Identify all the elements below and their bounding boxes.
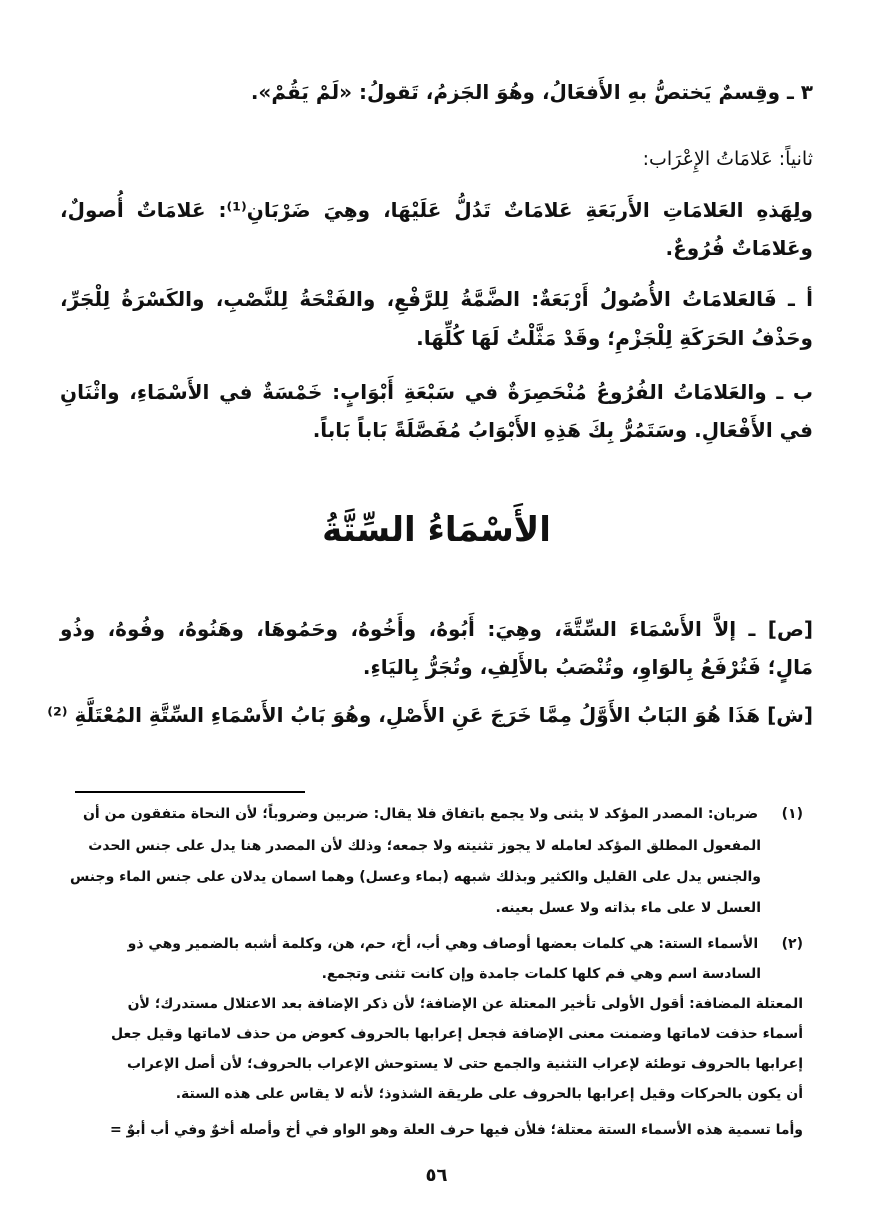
footnote-line: إعرابها بالحروف توطئة لإعراب التثنية والجمع حتى لا يستوحش الإعراب بالحروف؛ لأن أصل الإعراب [126, 1056, 803, 1072]
section-title: الأَسْمَاءُ السِّتَّةُ [322, 510, 551, 550]
footnote-line [60, 936, 803, 952]
footnote-line: وأما تسمية هذه الأسماء الستة معتلة؛ فلأن فيها حرف العلة وهو الواو في أخ وأصله أخوٌ وفي أب أبوٌ = [109, 1122, 803, 1138]
footnote-line: أسماء حذفت لاماتها وضمنت معنى الإضافة فجعل إعرابها بالحروف كعوض من حذف لاماتها وقيل جعل [111, 1026, 803, 1042]
footnote-line: السادسة اسم وهي فم كلها كلمات جامدة وإن كانت تثنى وتجمع. [321, 966, 761, 982]
body-line: ب ـ والعَلامَاتُ الفُرُوعُ مُنْحَصِرَةٌ في سَبْعَةِ أَبْوَابٍ: خَمْسَةٌ في الأَسْمَاءِ، واثْنَانِ [60, 380, 813, 404]
footnote-text: ضربان: المصدر المؤكد لا يثنى ولا يجمع باتفاق فلا يقال: ضربين وضروباً؛ لأن النحاة متفقون من أن [82, 806, 759, 822]
footnote-line: والجنس يدل على القليل والكثير وبذلك شبهه (بماء وعسل) وهما اسمان يدلان على جنس الماء وجنس [69, 869, 761, 885]
footnote-line: المعتلة المضافة: أقول الأولى تأخير المعتلة عن الإضافة؛ لأن ذكر الإضافة بعد الاعتلال مستدرك؛ لأن [127, 996, 803, 1012]
text-line: مَالٍ؛ فَتُرْفَعُ بِالوَاوِ، وتُنْصَبُ بالأَلِفِ، وتُجَرُّ بِاليَاءِ. [362, 655, 813, 679]
footnote-number: (٢) [781, 936, 803, 952]
text-line: [ش] هَذَا هُوَ البَابُ الأَوَّلُ مِمَّا خَرَجَ عَنِ الأَصْلِ، وهُوَ بَابُ الأَسْمَاءِ السِّتَّةِ المُعْتَلَّةِ ⁽²⁾ [47, 703, 813, 727]
body-line: ٣ ـ وقِسمٌ يَختصُّ بهِ الأَفعَالُ، وهُوَ الجَزمُ، تَقولُ: «لَمْ يَقُمْ». [250, 80, 813, 104]
subheading: ثانياً: عَلامَاتُ الإِعْرَاب: [642, 148, 813, 170]
body-line: ولِهَذهِ العَلامَاتِ الأَربَعَةِ عَلامَاتٌ تَدُلُّ عَلَيْهَا، وهِيَ ضَرْبَانِ⁽¹⁾: عَلامَاتٌ أُصولٌ، [60, 198, 813, 222]
footnote-number: (١) [781, 806, 803, 822]
footnote-line: العسل لا على ماء بذاته ولا عسل بعينه. [495, 900, 761, 916]
footnote-divider [75, 791, 305, 793]
page-number: ٥٦ [425, 1165, 448, 1186]
text-line: [ص] ـ إلاَّ الأَسْمَاءَ السِّتَّةَ، وهِيَ: أَبُوهُ، وأَخُوهُ، وحَمُوهَا، وهَنُوهُ، وفُوهُ، وذُو [60, 617, 813, 641]
body-line: أ ـ فَالعَلامَاتُ الأُصُولُ أَرْبَعَةٌ: الضَّمَّةُ لِلرَّفْعِ، والفَتْحَةُ لِلنَّصْبِ، والكَسْرَةُ لِلْجَرِّ، [60, 287, 813, 311]
body-line: وعَلامَاتٌ فُرُوعٌ. [665, 236, 813, 260]
body-line: وحَذْفُ الحَرَكَةِ لِلْجَزْمِ؛ وقَدْ مَثَّلْتُ لَهَا كُلِّهَا. [416, 326, 813, 350]
footnote-line [60, 806, 803, 822]
footnote-line: أن يكون بالحركات وقيل إعرابها بالحروف على طريقة الشذوذ؛ لأنه لا يقاس على هذه الستة. [175, 1086, 803, 1102]
footnote-text: الأسماء الستة: هي كلمات بعضها أوصاف وهي أب، أخ، حم، هن، وكلمة أشبه بالضمير وهي ذو [127, 936, 759, 952]
footnote-line: المفعول المطلق المؤكد لعامله لا يجوز تثنيته ولا جمعه؛ وذلك لأن المصدر هنا يدل على جنس الحدث [88, 838, 761, 854]
body-line: في الأَفْعَالِ. وسَتَمُرُّ بِكَ هَذِهِ الأَبْوَابُ مُفَصَّلَةً بَاباً بَاباً. [312, 418, 813, 442]
